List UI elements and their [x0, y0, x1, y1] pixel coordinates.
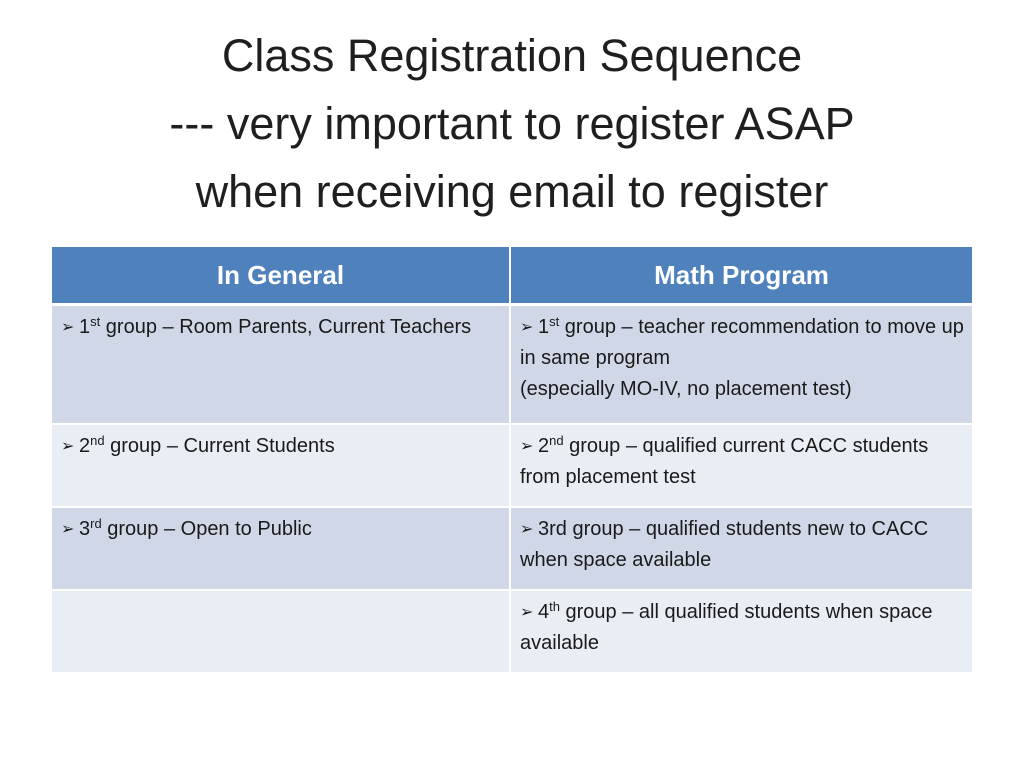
group-text: group – all qualified students when space available [520, 601, 933, 654]
group-number: 3 [79, 518, 91, 540]
math-cell [511, 306, 972, 425]
group-number: 2 [79, 435, 91, 457]
ordinal-suffix: st [90, 314, 101, 329]
general-cell [52, 306, 511, 425]
arrow-bullet-icon: ➢ [61, 521, 75, 538]
ordinal-suffix: rd [90, 516, 102, 531]
table-header-row [52, 247, 972, 306]
group-number: 1 [538, 316, 550, 338]
table-row [52, 306, 972, 425]
group-text: group – teacher recommendation to move up in same program [520, 316, 964, 369]
header-in-general: In General [52, 247, 511, 306]
ordinal-suffix: nd [90, 433, 105, 448]
arrow-bullet-icon: ➢ [520, 319, 534, 336]
general-cell [52, 425, 511, 508]
ordinal-suffix: st [549, 314, 560, 329]
table-row [52, 508, 972, 591]
group-text: group – Room Parents, Current Teachers [100, 316, 472, 338]
group-text: 3rd group – qualified students new to CACC when space available [520, 518, 929, 571]
registration-table [52, 247, 972, 674]
title-line-3: when receiving email to register [195, 166, 829, 217]
table-row [52, 425, 972, 508]
title-line-1: Class Registration Sequence [221, 30, 803, 81]
math-cell [511, 425, 972, 508]
group-number: 1 [79, 316, 91, 338]
group-number: 2 [538, 435, 550, 457]
general-cell-empty [52, 591, 511, 674]
math-cell [511, 591, 972, 674]
ordinal-suffix: th [549, 599, 560, 614]
arrow-bullet-icon: ➢ [520, 521, 534, 538]
group-text: group – Current Students [104, 435, 335, 457]
arrow-bullet-icon: ➢ [61, 438, 75, 455]
group-note: (especially MO-IV, no placement test) [520, 378, 852, 400]
general-cell [52, 508, 511, 591]
group-text: group – qualified current CACC students from placement test [520, 435, 929, 488]
arrow-bullet-icon: ➢ [61, 319, 75, 336]
ordinal-suffix: nd [549, 433, 564, 448]
slide-title [40, 22, 984, 226]
arrow-bullet-icon: ➢ [520, 604, 534, 621]
table-row [52, 591, 972, 674]
title-line-2: --- very important to register ASAP [169, 98, 855, 149]
header-math-program: Math Program [511, 247, 972, 306]
math-cell [511, 508, 972, 591]
arrow-bullet-icon: ➢ [520, 438, 534, 455]
group-number: 4 [538, 601, 550, 623]
group-text: group – Open to Public [101, 518, 312, 540]
